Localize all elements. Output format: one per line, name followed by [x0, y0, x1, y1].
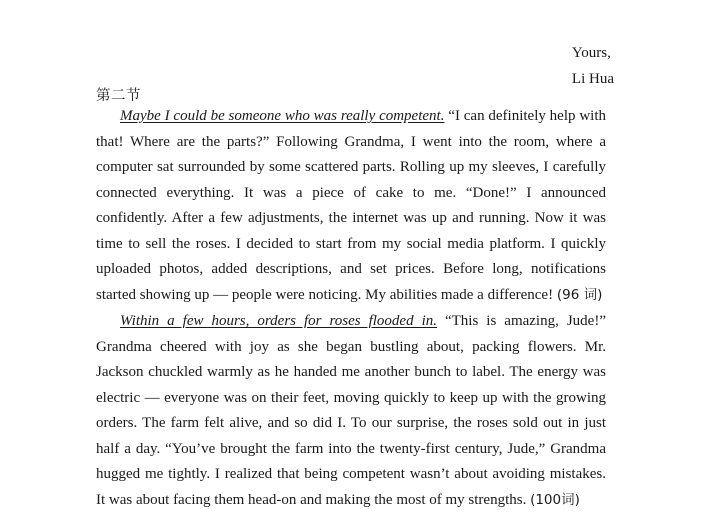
section-label: 第二节	[96, 88, 141, 104]
paragraph-1-given-sentence: Maybe I could be someone who was really competent.	[120, 108, 445, 124]
paragraph-1-text: “I can definitely help with that! Where are the parts?” Following Grandma, I went into the room, where a computer sat surrounded by some scattered parts. Rolling up my sleeves, I carefully connected everything. It was a piece of cake to me. “Done!” I announced confidently. After a few adjustments, the internet was up and running. Now it was time to sell the roses. I decided to start from my social media platform. I quickly uploaded photos, added descriptions, and set prices. Before long, notifications started showing up — people were noticing. My abilities made a difference!	[96, 108, 606, 303]
letter-signoff	[572, 40, 614, 92]
paragraph-2-word-count: (100词)	[530, 491, 580, 508]
signoff-name: Li Hua	[571, 71, 614, 87]
paragraph-2	[96, 309, 606, 513]
paragraph-1-word-count: (96 词)	[556, 286, 603, 303]
paragraph-1	[96, 104, 606, 308]
continuation-writing-body	[96, 104, 606, 513]
paragraph-2-given-sentence: Within a few hours, orders for roses flooded in.	[120, 313, 437, 329]
signoff-closing: Yours,	[571, 45, 611, 61]
paragraph-2-text: “This is amazing, Jude!” Grandma cheered with joy as she began bustling about, packing flowers. Mr. Jackson chuckled warmly as he handed me another bunch to label. The energy was electric — everyone was on their feet, moving quickly to keep up with the growing orders. The farm felt alive, and so did I. To our surprise, the roses sold out in just half a day. “You’ve brought the farm into the twenty-first century, Jude,” Grandma hugged me tightly. I realized that being competent wasn’t about avoiding mistakes. It was about facing them head-on and making the most of my strengths.	[96, 313, 606, 508]
